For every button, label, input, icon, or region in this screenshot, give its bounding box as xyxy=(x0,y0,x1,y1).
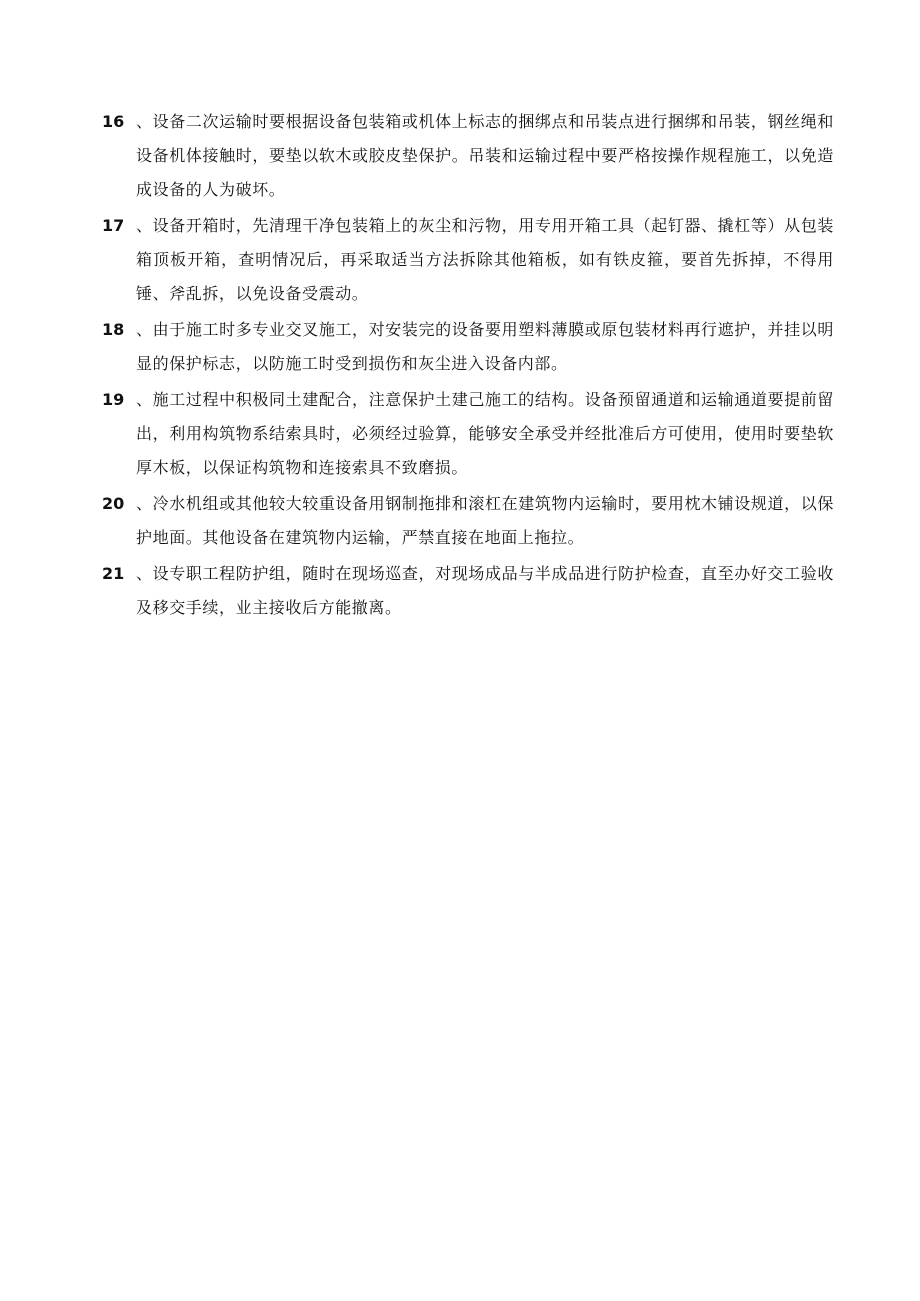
item-text: 、冷水机组或其他较大较重设备用钢制拖排和滚杠在建筑物内运输时，要用枕木铺设规道，以保护地面。其他设备在建筑物内运输，严禁直接在地面上拖拉。 xyxy=(136,494,834,547)
item-text: 、施工过程中积极同土建配合，注意保护土建己施工的结构。设备预留通道和运输通道要提前留出，利用构筑物系结索具时，必须经过验算，能够安全承受并经批准后方可使用，使用时要垫软厚木板，以保证构筑物和连接索具不致磨损。 xyxy=(136,390,834,477)
list-item xyxy=(102,557,834,625)
list-item xyxy=(102,383,834,485)
item-number: 18 xyxy=(102,320,125,339)
item-number: 20 xyxy=(102,494,125,513)
item-text: 、设备二次运输时要根据设备包装箱或机体上标志的捆绑点和吊装点进行捆绑和吊装，钢丝绳和设备机体接触时，要垫以软木或胶皮垫保护。吊装和运输过程中要严格按操作规程施工，以免造成设备的人为破坏。 xyxy=(136,112,834,199)
document-body xyxy=(102,105,834,627)
item-number: 17 xyxy=(102,216,125,235)
list-item xyxy=(102,313,834,381)
list-item xyxy=(102,105,834,207)
item-text: 、设专职工程防护组，随时在现场巡查，对现场成品与半成品进行防护检查，直至办好交工验收及移交手续，业主接收后方能撤离。 xyxy=(136,564,834,617)
item-number: 21 xyxy=(102,564,125,583)
item-text: 、设备开箱时，先清理干净包装箱上的灰尘和污物，用专用开箱工具（起钉器、撬杠等）从包装箱顶板开箱，查明情况后，再采取适当方法拆除其他箱板，如有铁皮箍，要首先拆掉，不得用锤、斧乱拆，以免设备受震动。 xyxy=(136,216,834,303)
item-number: 19 xyxy=(102,390,125,409)
list-item xyxy=(102,209,834,311)
item-number: 16 xyxy=(102,112,125,131)
list-item xyxy=(102,487,834,555)
item-text: 、由于施工时多专业交叉施工，对安装完的设备要用塑料薄膜或原包装材料再行遮护，并挂以明显的保护标志，以防施工时受到损伤和灰尘进入设备内部。 xyxy=(136,320,834,373)
